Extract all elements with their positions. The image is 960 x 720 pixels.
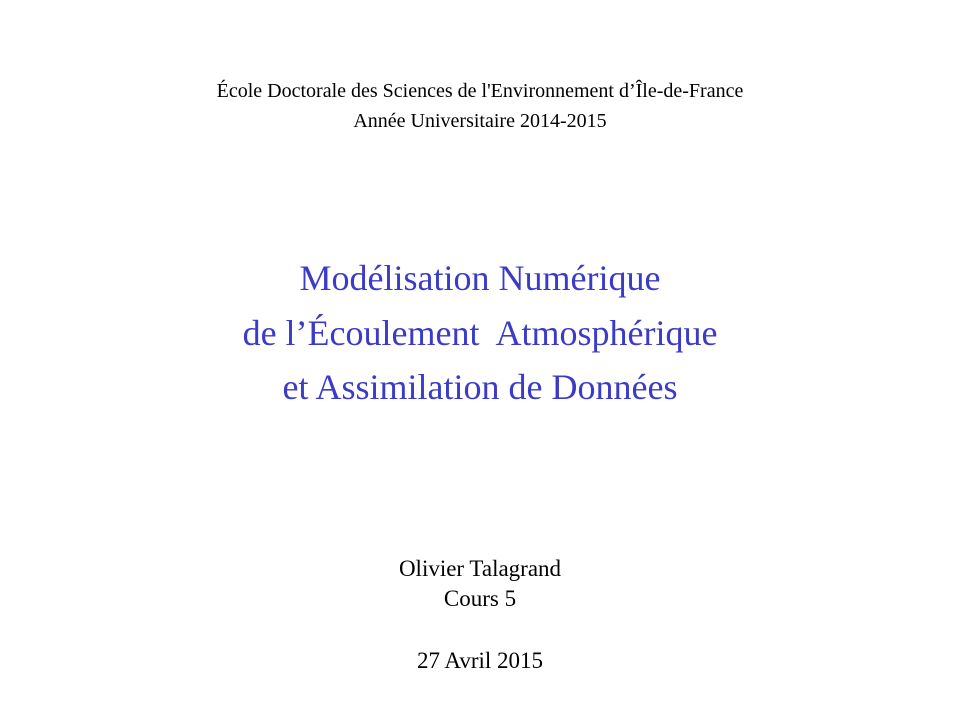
institution-name: École Doctorale des Sciences de l'Environnement d’Île-de-France [216,80,744,102]
lecture-date: 27 Avril 2015 [416,648,544,673]
author-name: Olivier Talagrand [398,556,562,581]
slide-title-line-2: de l’Écoulement Atmosphérique [242,313,718,353]
course-number: Cours 5 [443,586,517,611]
slide-title-line-1: Modélisation Numérique [299,258,661,298]
slide-title-line-3: et Assimilation de Données [282,367,678,407]
academic-year: Année Universitaire 2014-2015 [353,110,607,132]
